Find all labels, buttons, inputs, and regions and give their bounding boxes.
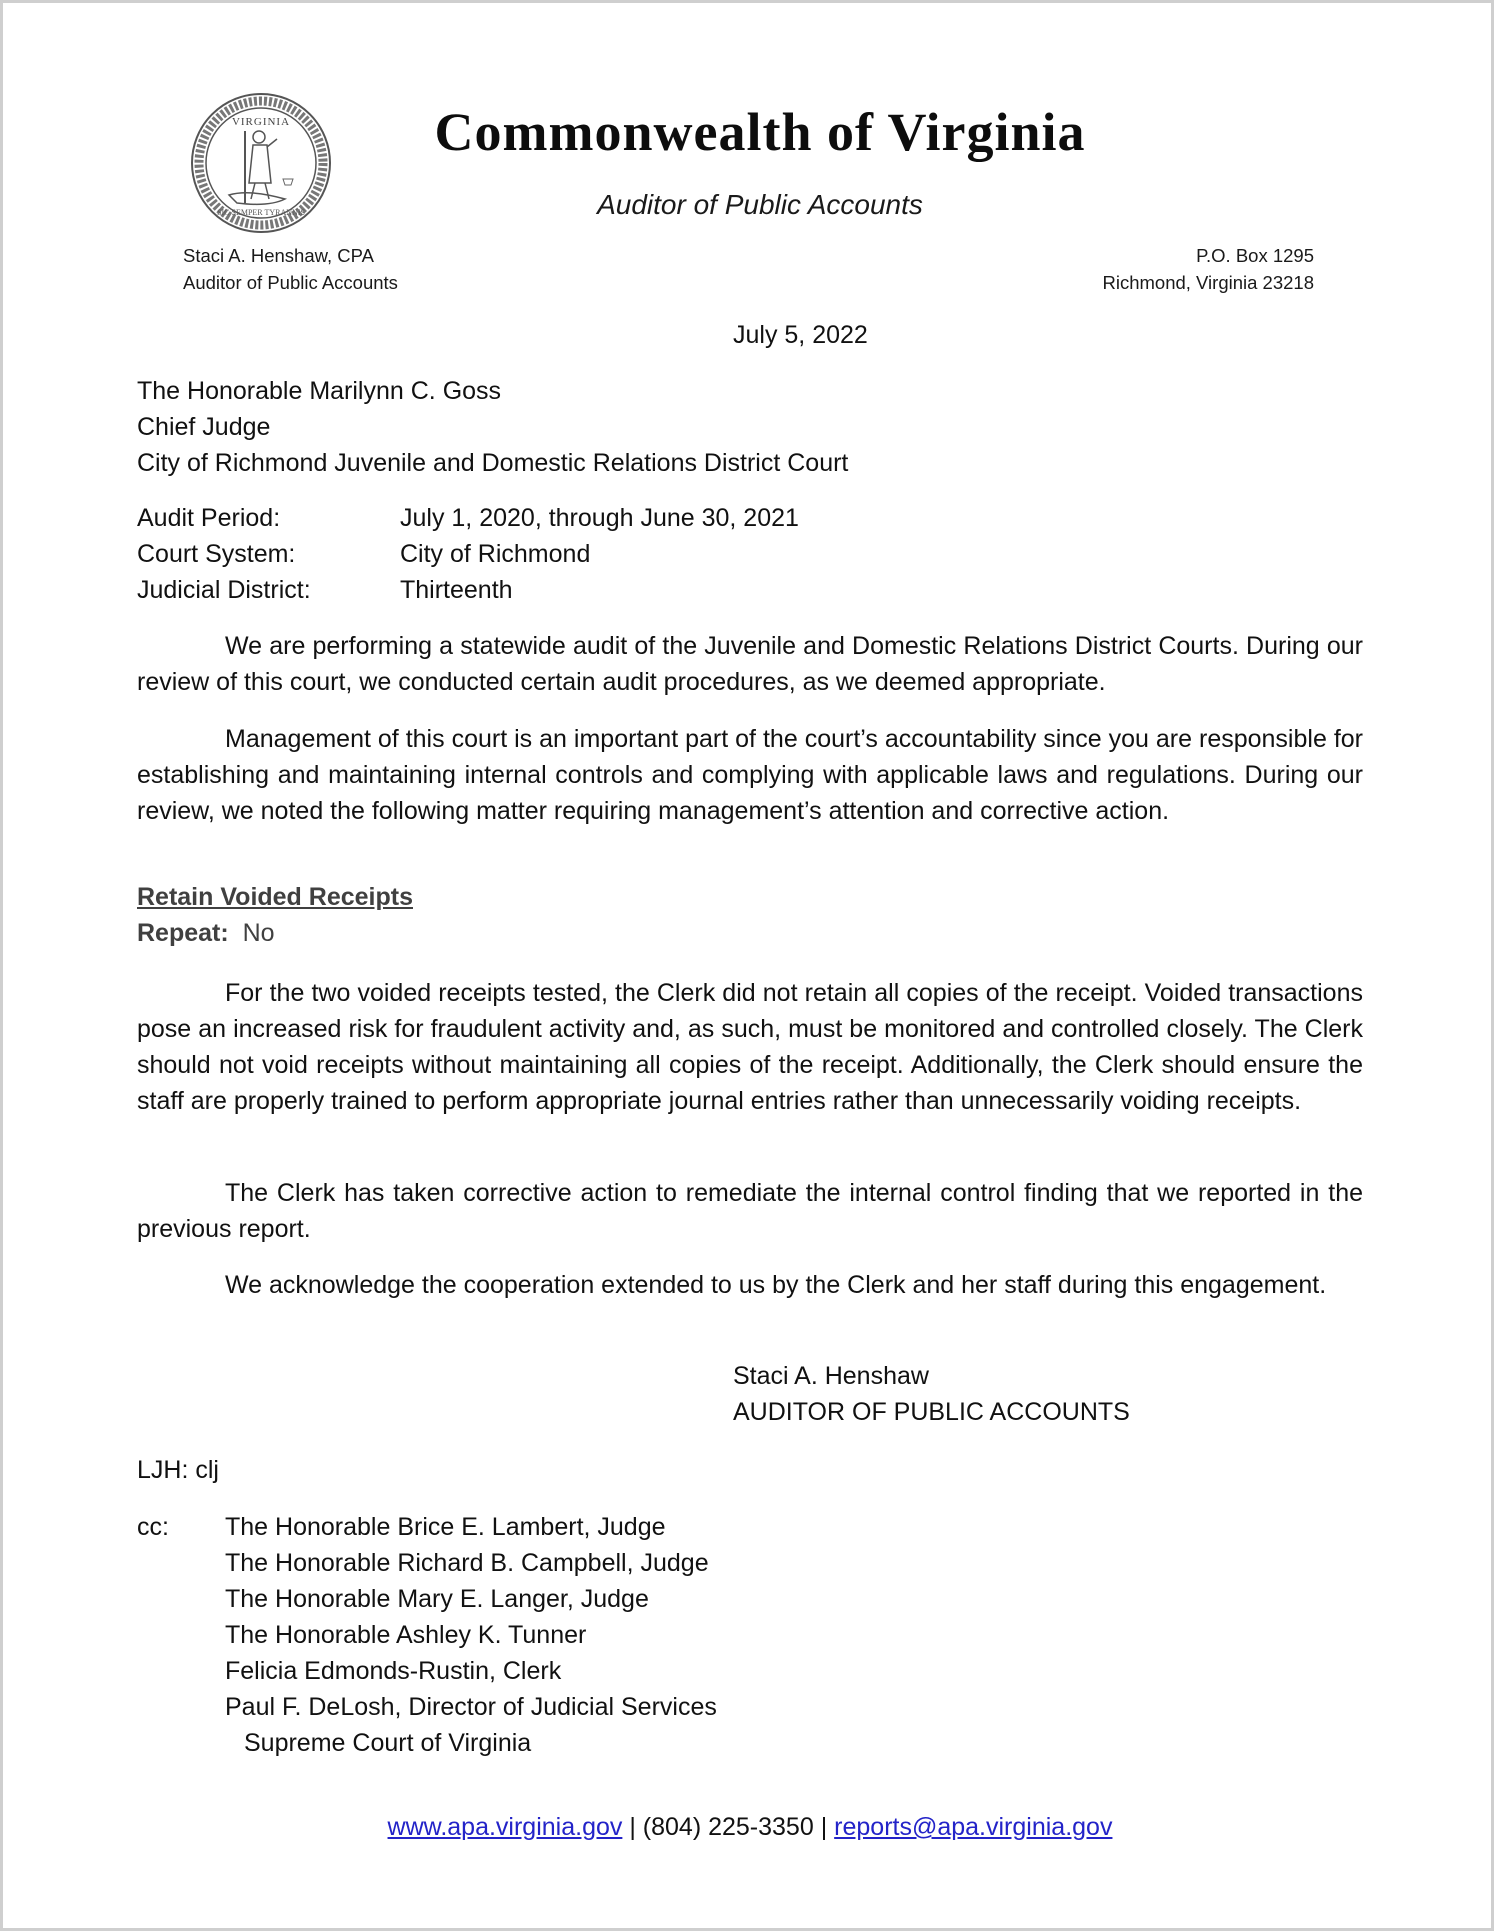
cc-recipient: Felicia Edmonds-Rustin, Clerk bbox=[225, 1657, 562, 1685]
cc-recipient: The Honorable Ashley K. Tunner bbox=[225, 1621, 587, 1649]
sender-name: Staci A. Henshaw, CPA bbox=[183, 245, 374, 266]
paragraph-acknowledgement-text: We acknowledge the cooperation extended to us by the Clerk and her staff during this engagement. bbox=[225, 1271, 1327, 1299]
letter-date: July 5, 2022 bbox=[733, 321, 868, 349]
judicial-district-value: Thirteenth bbox=[400, 576, 513, 604]
court-system-label: Court System: bbox=[137, 540, 296, 568]
address-line-1: P.O. Box 1295 bbox=[1196, 245, 1314, 266]
footer-phone: (804) 225-3350 bbox=[642, 1813, 814, 1841]
address-line-2: Richmond, Virginia 23218 bbox=[1102, 272, 1314, 293]
email-link[interactable]: reports@apa.virginia.gov bbox=[834, 1813, 1113, 1841]
footer-separator: | bbox=[820, 1813, 828, 1841]
audit-period-value: July 1, 2020, through June 30, 2021 bbox=[400, 504, 799, 532]
paragraph-intro-text: We are performing a statewide audit of the Juvenile and Domestic Relations District Courts. During our review of this court, we conducted certain audit procedures, as we deemed appropriate. bbox=[137, 632, 1363, 696]
paragraph-corrective bbox=[137, 1175, 1363, 1247]
paragraph-finding-text: For the two voided receipts tested, the Clerk did not retain all copies of the receipt. Voided transactions pose an increased risk for fraudulent activity and, as such, must be monitored and controlled closely. The Clerk should not void receipts without maintaining all copies of the receipt. Additionally, the Clerk should ensure the staff are properly trained to perform appropriate journal entries rather than unnecessarily voiding receipts. bbox=[137, 979, 1363, 1115]
svg-text:VIRGINIA: VIRGINIA bbox=[231, 116, 291, 128]
repeat-value: No bbox=[242, 919, 275, 947]
paragraph-finding bbox=[137, 975, 1363, 1119]
initials: LJH: clj bbox=[137, 1456, 219, 1484]
cc-recipient: The Honorable Richard B. Campbell, Judge bbox=[225, 1549, 709, 1577]
audit-period-label: Audit Period: bbox=[137, 504, 281, 532]
recipient-court: City of Richmond Juvenile and Domestic Relations District Court bbox=[137, 449, 849, 477]
cc-recipient-subline: Supreme Court of Virginia bbox=[244, 1729, 532, 1757]
paragraph-corrective-text: The Clerk has taken corrective action to remediate the internal control finding that we reported in the previous report. bbox=[137, 1179, 1363, 1243]
paragraph-management-text: Management of this court is an important part of the court’s accountability since you are responsible for establishing and maintaining internal controls and complying with applicable laws and regulations. During our review, we noted the following matter requiring management’s attention and corrective action. bbox=[137, 725, 1363, 825]
cc-recipient: The Honorable Brice E. Lambert, Judge bbox=[225, 1513, 666, 1541]
paragraph-management bbox=[137, 721, 1363, 829]
footer-contact bbox=[3, 1813, 1494, 1842]
judicial-district-label: Judicial District: bbox=[137, 576, 311, 604]
cc-recipient: The Honorable Mary E. Langer, Judge bbox=[225, 1585, 649, 1613]
paragraph-intro bbox=[137, 628, 1363, 700]
svg-text:SIC SEMPER TYRANNIS: SIC SEMPER TYRANNIS bbox=[217, 208, 305, 217]
repeat-label: Repeat: bbox=[137, 919, 229, 947]
recipient-title: Chief Judge bbox=[137, 413, 271, 441]
letterhead-subtitle: Auditor of Public Accounts bbox=[597, 189, 923, 220]
signature-name: Staci A. Henshaw bbox=[733, 1362, 929, 1390]
audit-info bbox=[3, 500, 1494, 608]
cc-label: cc: bbox=[137, 1513, 169, 1541]
letterhead-title: Commonwealth of Virginia bbox=[434, 102, 1086, 162]
sender-title: Auditor of Public Accounts bbox=[183, 272, 398, 293]
finding-repeat bbox=[137, 919, 275, 948]
recipient-name: The Honorable Marilynn C. Goss bbox=[137, 377, 502, 405]
website-link[interactable]: www.apa.virginia.gov bbox=[387, 1813, 623, 1841]
finding-heading: Retain Voided Receipts bbox=[137, 883, 413, 911]
footer-separator: | bbox=[629, 1813, 636, 1841]
cc-recipient: Paul F. DeLosh, Director of Judicial Services bbox=[225, 1693, 717, 1721]
court-system-value: City of Richmond bbox=[400, 540, 591, 568]
signature-title: AUDITOR OF PUBLIC ACCOUNTS bbox=[733, 1398, 1130, 1426]
paragraph-acknowledgement bbox=[137, 1267, 1363, 1303]
